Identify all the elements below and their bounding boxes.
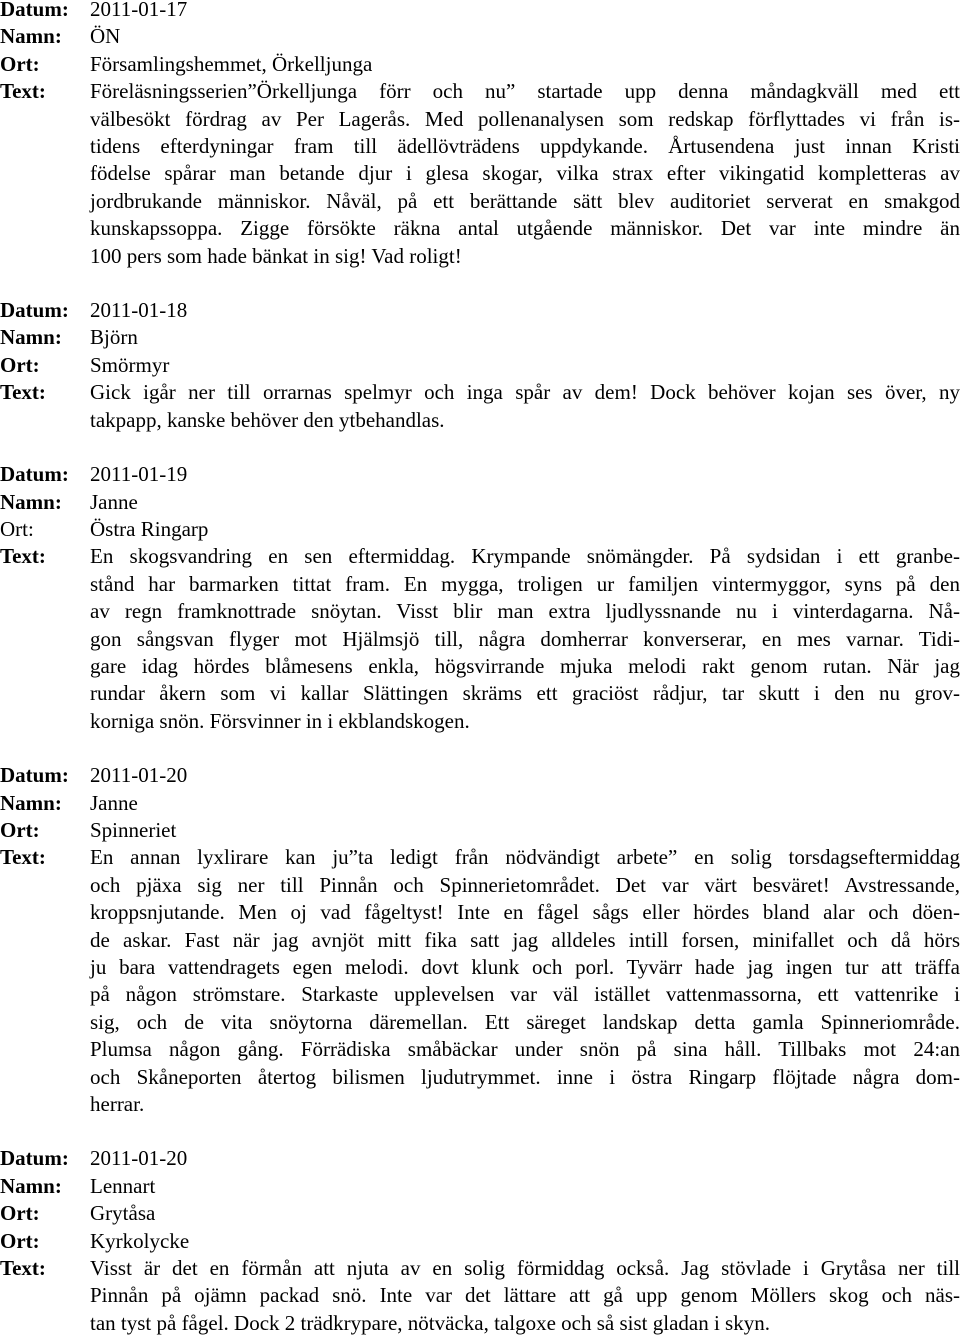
ort-value: Församlingshemmet, Örkelljunga xyxy=(90,51,373,76)
ort-label: Ort: xyxy=(0,1201,40,1226)
namn-value: Lennart xyxy=(90,1173,156,1198)
namn-value: Björn xyxy=(90,325,138,350)
text-line: kroppsnjutande. Men oj vad fågeltyst! Inte en fågel sågs eller hördes bland alar och döen- xyxy=(90,900,960,925)
datum-row xyxy=(0,762,960,789)
ort-row xyxy=(0,352,960,379)
text-line: och Skåneporten återtog bilismen ljudutrymmet. inne i östra Ringarp flöjtade några dom- xyxy=(90,1064,960,1089)
ort-row xyxy=(0,51,960,78)
datum-row xyxy=(0,461,960,488)
datum-label: Datum: xyxy=(0,298,69,323)
text-line: Visst är det en förmån att njuta av en solig förmiddag också. Jag stövlade i Grytåsa ner till xyxy=(90,1256,960,1281)
text-row xyxy=(0,844,960,1118)
namn-label: Namn: xyxy=(0,24,62,49)
namn-label: Namn: xyxy=(0,1173,62,1198)
text-line: av regn framknottrade snöytan. Visst blir man extra ljudlyssnande nu i vinterdagarna. Nå- xyxy=(90,599,960,624)
text-line: rundar åkern som vi kallar Slättingen skräms ett graciöst rådjur, tar skutt i den nu grov- xyxy=(90,681,960,706)
text-line: på någon strömstare. Starkaste upplevelsen var väl istället vattenmassorna, ett vattenrike i xyxy=(90,982,960,1007)
text-row xyxy=(0,78,960,270)
datum-label: Datum: xyxy=(0,763,69,788)
text-line: välbesökt fördrag av Per Lagerås. Med pollenanalysen som redskap förflyttades vi från is- xyxy=(90,106,960,131)
text-line: stånd har barmarken tittat fram. En mygga, troligen ur familjen vintermyggor, syns på den xyxy=(90,571,960,596)
text-line: gon sångsvan flyger mot Hjälmsjö till, några domherrar konverserar, en mes varnar. Tidi- xyxy=(90,626,960,651)
datum-row xyxy=(0,0,960,23)
text-body xyxy=(90,1255,960,1337)
ort-label: Ort: xyxy=(0,352,40,377)
datum-value: 2011-01-20 xyxy=(90,1146,188,1171)
datum-value: 2011-01-20 xyxy=(90,763,188,788)
diary-entry xyxy=(0,461,960,735)
namn-value: Janne xyxy=(90,489,138,514)
text-label: Text: xyxy=(0,79,46,104)
ort-row xyxy=(0,817,960,844)
text-line: korniga snön. Försvinner in i ekblandskogen. xyxy=(90,708,470,733)
diary-entry xyxy=(0,762,960,1118)
ort-label: Ort: xyxy=(0,1228,40,1253)
text-label: Text: xyxy=(0,1256,46,1281)
text-line: En annan lyxlirare kan ju”ta ledigt från nödvändigt arbete” en solig torsdagseftermiddag xyxy=(90,845,960,870)
datum-label: Datum: xyxy=(0,462,69,487)
text-line: sig, och de vita snöytorna däremellan. Ett säreget landskap detta gamla Spinneriområde. xyxy=(90,1009,960,1034)
ort-label: Ort: xyxy=(0,516,34,541)
text-line: tidens efterdyningar fram till ädellövträdens uppdykande. Årtusendena just innan Kristi xyxy=(90,134,960,159)
namn-row xyxy=(0,324,960,351)
text-line: ju bara vattendragets egen melodi. dovt klunk och porl. Tyvärr hade jag ingen tur att träffa xyxy=(90,955,960,979)
text-line: Föreläsningsserien”Örkelljunga förr och nu” startade upp denna måndagkväll med ett xyxy=(90,79,960,104)
text-line: herrar. xyxy=(90,1092,145,1117)
ort-value: Spinneriet xyxy=(90,817,177,842)
datum-value: 2011-01-19 xyxy=(90,462,188,487)
text-line: gare idag hördes blåmesens enkla, högsvirrande mjuka melodi rakt genom rutan. När jag xyxy=(90,653,960,678)
datum-label: Datum: xyxy=(0,0,69,21)
datum-value: 2011-01-17 xyxy=(90,0,188,21)
text-body xyxy=(90,78,960,270)
namn-value: ÖN xyxy=(90,24,121,49)
namn-label: Namn: xyxy=(0,790,62,815)
text-line: jordbrukande människor. Nåväl, på ett berättande sätt blev auditoriet serverat en smakgod xyxy=(90,188,960,213)
namn-label: Namn: xyxy=(0,489,62,514)
datum-label: Datum: xyxy=(0,1146,69,1171)
ort-value: Kyrkolycke xyxy=(90,1228,190,1253)
ort-label: Ort: xyxy=(0,51,40,76)
ort-row xyxy=(0,1228,960,1255)
text-row xyxy=(0,379,960,434)
text-line: takpapp, kanske behöver den ytbehandlas. xyxy=(90,407,445,432)
datum-row xyxy=(0,1145,960,1172)
diary-entry xyxy=(0,297,960,434)
text-body xyxy=(90,379,960,434)
text-row xyxy=(0,543,960,735)
diary-entry xyxy=(0,1145,960,1337)
text-body xyxy=(90,543,960,735)
ort-value: Grytåsa xyxy=(90,1201,156,1226)
text-row xyxy=(0,1255,960,1337)
text-line: En skogsvandring en sen eftermiddag. Krympande snömängder. På sydsidan i ett granbe- xyxy=(90,544,960,569)
text-label: Text: xyxy=(0,380,46,405)
text-line: 100 pers som hade bänkat in sig! Vad roligt! xyxy=(90,243,462,268)
ort-value: Smörmyr xyxy=(90,352,170,377)
text-line: tan tyst på fågel. Dock 2 trädkrypare, nötväcka, talgoxe och så sist gladan i skyn. xyxy=(90,1310,770,1335)
text-line: och pjäxa sig ner till Pinnån och Spinnerietområdet. Det var värt besväret! Avstressande, xyxy=(90,872,960,897)
text-body xyxy=(90,844,960,1118)
datum-value: 2011-01-18 xyxy=(90,298,188,323)
namn-row xyxy=(0,790,960,817)
namn-value: Janne xyxy=(90,790,138,815)
ort-value: Östra Ringarp xyxy=(90,516,209,541)
text-line: kunskapssoppa. Zigge försökte räkna antal utgående människor. Det var inte mindre än xyxy=(90,216,960,241)
ort-label: Ort: xyxy=(0,817,40,842)
text-line: Plumsa någon gång. Förrädiska småbäckar under snön på sina håll. Tillbaks mot 24:an xyxy=(90,1037,960,1062)
text-line: födelse spårar man betande djur i glesa skogar, vilka strax efter vikingatid kompletteras av xyxy=(90,161,960,186)
namn-row xyxy=(0,23,960,50)
namn-row xyxy=(0,1173,960,1200)
text-line: de askar. Fast när jag avnjöt mitt fika satt jag alldeles intill forsen, minifallet och då hörs xyxy=(90,927,960,952)
ort-row xyxy=(0,1200,960,1227)
text-label: Text: xyxy=(0,845,46,870)
text-line: Gick igår ner till orrarnas spelmyr och inga spår av dem! Dock behöver kojan ses över, ny xyxy=(90,380,960,405)
datum-row xyxy=(0,297,960,324)
diary-entry xyxy=(0,0,960,270)
namn-label: Namn: xyxy=(0,325,62,350)
text-label: Text: xyxy=(0,544,46,569)
namn-row xyxy=(0,489,960,516)
ort-row xyxy=(0,516,960,543)
text-line: Pinnån på ojämn packad snö. Inte var det lättare att gå upp genom Möllers skog och näs- xyxy=(90,1283,960,1308)
